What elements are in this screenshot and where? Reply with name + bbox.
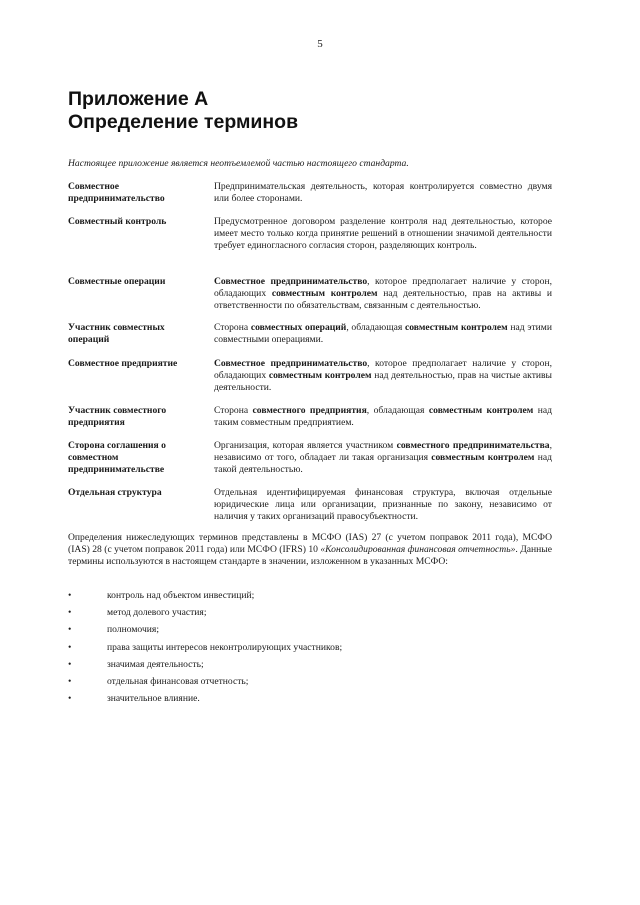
bullet-icon: •: [68, 641, 72, 653]
definition-text: Предпринимательская деятельность, которая контролируется совместно двумя или более сторонами.: [214, 181, 552, 204]
defined-term-reference: совместным контролем: [428, 405, 534, 416]
term-name: Совместные операции: [68, 276, 166, 287]
term-definition: [214, 276, 552, 312]
bullet-icon: •: [68, 624, 72, 636]
definition-text: , обладающая: [346, 322, 405, 333]
list-item: [68, 659, 552, 676]
term-definition: [214, 181, 552, 205]
section-title: Определение терминов: [68, 111, 299, 133]
list-item-text: метод долевого участия;: [107, 607, 207, 619]
intro-note: Настоящее приложение является неотъемлемой частью настоящего стандарта.: [68, 158, 409, 169]
defined-term-reference: совместным контролем: [271, 288, 378, 299]
page-title: [68, 88, 298, 134]
term-name: Участник совместного предприятия: [68, 405, 167, 428]
definition-text: Сторона: [214, 405, 253, 416]
list-item-text: права защиты интересов неконтролирующих участников;: [107, 641, 343, 653]
defined-term-reference: совместным контролем: [268, 370, 372, 381]
definition-text: , которое предполагает наличие у сторон, обладающих: [214, 276, 552, 299]
term-definition: [214, 405, 552, 429]
bullet-icon: •: [68, 675, 72, 687]
term-name: Совместное предприятие: [68, 358, 178, 369]
list-item-text: отдельная финансовая отчетность;: [107, 675, 249, 687]
defined-term-reference: Совместное предпринимательство: [214, 276, 368, 287]
term-name: Участник совместных операций: [68, 322, 165, 345]
definition-text: Сторона: [214, 322, 251, 333]
list-item: [68, 607, 552, 624]
definition-text: , обладающая: [366, 405, 429, 416]
paragraph-text: Определения нижеследующих терминов представлены в МСФО (IAS) 27 (с учетом поправок 2011 года), МСФО (IAS) 28 (с учетом поправок 2011 года) или МСФО (IFRS) 10: [68, 532, 552, 555]
definition-text: Отдельная идентифицируемая финансовая структура, включая отдельные юридические лица или организации, признанные по закону, независимо от наличия у таких организаций правосубъектности.: [214, 487, 552, 522]
list-item-text: значимая деятельность;: [107, 658, 204, 670]
list-item-text: контроль над объектом инвестиций;: [107, 590, 255, 601]
term-name: Сторона соглашения о совместном предпринимательстве: [68, 440, 166, 475]
term-name: Совместное предпринимательство: [68, 181, 165, 204]
list-item-text: полномочия;: [107, 624, 159, 636]
defined-term-reference: совместным контролем: [404, 322, 508, 333]
standard-title: «Консолидированная финансовая отчетность»: [320, 544, 516, 555]
defined-term-reference: совместного предприятия: [252, 405, 367, 416]
defined-term-reference: совместных операций: [250, 322, 347, 333]
term-definition: [214, 322, 552, 346]
term-definition: [214, 358, 552, 394]
definition-text: над такой деятельностью.: [214, 452, 552, 475]
term-definition: [214, 440, 552, 476]
appendix-title: Приложение А: [68, 88, 209, 110]
defined-term-reference: Совместное предпринимательство: [214, 358, 368, 369]
definition-text: над деятельностью, прав на активы и ответственности по обязательствам, связанным с деятельностью.: [214, 288, 553, 311]
term-name: Совместный контроль: [68, 216, 167, 227]
bullet-icon: •: [68, 658, 72, 670]
definition-text: над деятельностью, прав на чистые активы деятельности.: [214, 370, 552, 393]
list-item: [68, 693, 552, 710]
list-item-text: значительное влияние.: [107, 693, 200, 705]
referenced-terms-list: [68, 590, 552, 710]
paragraph-text: . Данные термины используются в настоящем стандарте в значении, изложенном в указанных МСФО:: [68, 544, 552, 567]
definition-text: Предусмотренное договором разделение контроля над деятельностью, которое имеет место только когда принятие решений в отношении значимой деятельности требует единогласного согласия сторон, разделяющих контроль.: [214, 216, 552, 251]
definition-text: над таким совместным предприятием.: [214, 405, 552, 428]
term-definition: [214, 487, 552, 523]
list-item: [68, 676, 552, 693]
term-name: Отдельная структура: [68, 487, 162, 498]
term-definition: [214, 216, 552, 252]
list-item: [68, 642, 552, 659]
bullet-icon: •: [68, 590, 72, 601]
list-item: [68, 624, 552, 641]
bullet-icon: •: [68, 607, 72, 619]
definition-text: Организация, которая является участником: [214, 440, 397, 451]
bullet-icon: •: [68, 693, 72, 705]
defined-term-reference: совместного предпринимательства: [396, 440, 550, 451]
page-number: 5: [317, 38, 323, 50]
defined-term-reference: совместным контролем: [431, 452, 535, 463]
definition-text: , независимо от того, обладает ли такая организация: [214, 440, 553, 463]
terms-reference-paragraph: [68, 532, 552, 568]
definition-text: над этими совместными операциями.: [214, 322, 552, 345]
list-item: [68, 590, 552, 607]
definition-text: , которое предполагает наличие у сторон, обладающих: [214, 358, 552, 381]
